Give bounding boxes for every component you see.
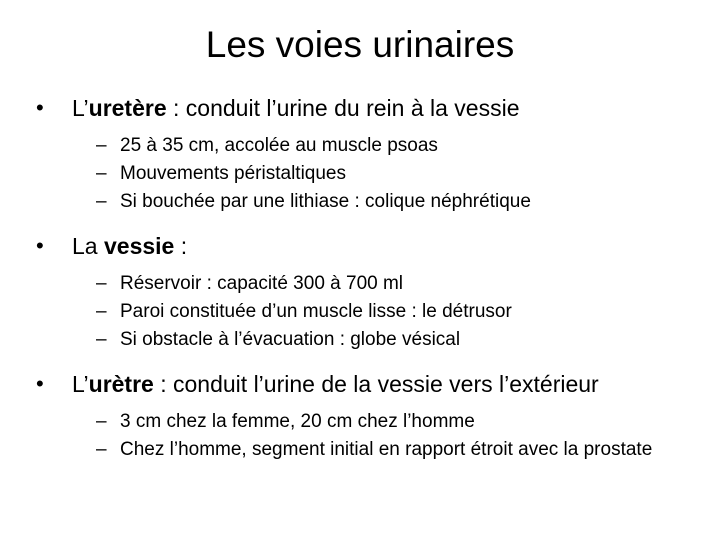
bullet-mark: • [36, 95, 44, 120]
sub-text: Mouvements péristaltiques [120, 163, 346, 184]
sub-mark: – [96, 329, 107, 350]
slide-title: Les voies urinaires [205, 24, 515, 65]
sub-mark: – [96, 135, 107, 156]
sublist-uretere [96, 132, 686, 216]
sub-mark: – [96, 191, 107, 212]
sub-item [96, 188, 686, 216]
bullet-text [72, 94, 686, 122]
sub-text: Chez l’homme, segment initial en rapport étroit avec la prostate [120, 439, 653, 460]
sub-mark: – [96, 163, 107, 184]
bullet-term: urètre [88, 371, 154, 397]
sub-text: 3 cm chez la femme, 20 cm chez l’homme [120, 411, 475, 432]
bullet-suffix: : conduit l’urine de la vessie vers l’extérieur [153, 371, 599, 397]
sub-text: 25 à 35 cm, accolée au muscle psoas [120, 135, 438, 156]
sub-mark: – [96, 439, 107, 460]
bullet-term: uretère [88, 95, 167, 121]
sub-text: Si obstacle à l’évacuation : globe vésical [120, 329, 461, 350]
sub-item [96, 436, 686, 464]
bullet-text [72, 232, 686, 260]
bullet-text [72, 370, 686, 398]
sub-text: Si bouchée par une lithiase : colique néphrétique [120, 191, 531, 212]
bullet-mark: • [36, 233, 44, 258]
sub-item [96, 160, 686, 188]
sub-item [96, 298, 686, 326]
sub-item [96, 326, 686, 354]
sub-text: Paroi constituée d’un muscle lisse : le détrusor [120, 301, 512, 322]
sub-item [96, 132, 686, 160]
sub-mark: – [96, 273, 107, 294]
sub-text: Réservoir : capacité 300 à 700 ml [120, 273, 404, 294]
sub-item [96, 408, 686, 436]
bullet-uretre [36, 370, 686, 398]
bullet-prefix: L’ [72, 371, 89, 397]
slide-content [36, 94, 686, 480]
bullet-prefix: L’ [72, 95, 89, 121]
sub-item [96, 270, 686, 298]
sub-mark: – [96, 411, 107, 432]
sublist-uretre [96, 408, 686, 464]
sub-mark: – [96, 301, 107, 322]
bullet-uretere [36, 94, 686, 122]
bullet-prefix: La [72, 233, 104, 259]
sublist-vessie [96, 270, 686, 354]
bullet-vessie [36, 232, 686, 260]
bullet-suffix: : conduit l’urine du rein à la vessie [166, 95, 520, 121]
bullet-term: vessie [103, 233, 175, 259]
bullet-mark: • [36, 371, 44, 396]
bullet-suffix: : [174, 233, 188, 259]
